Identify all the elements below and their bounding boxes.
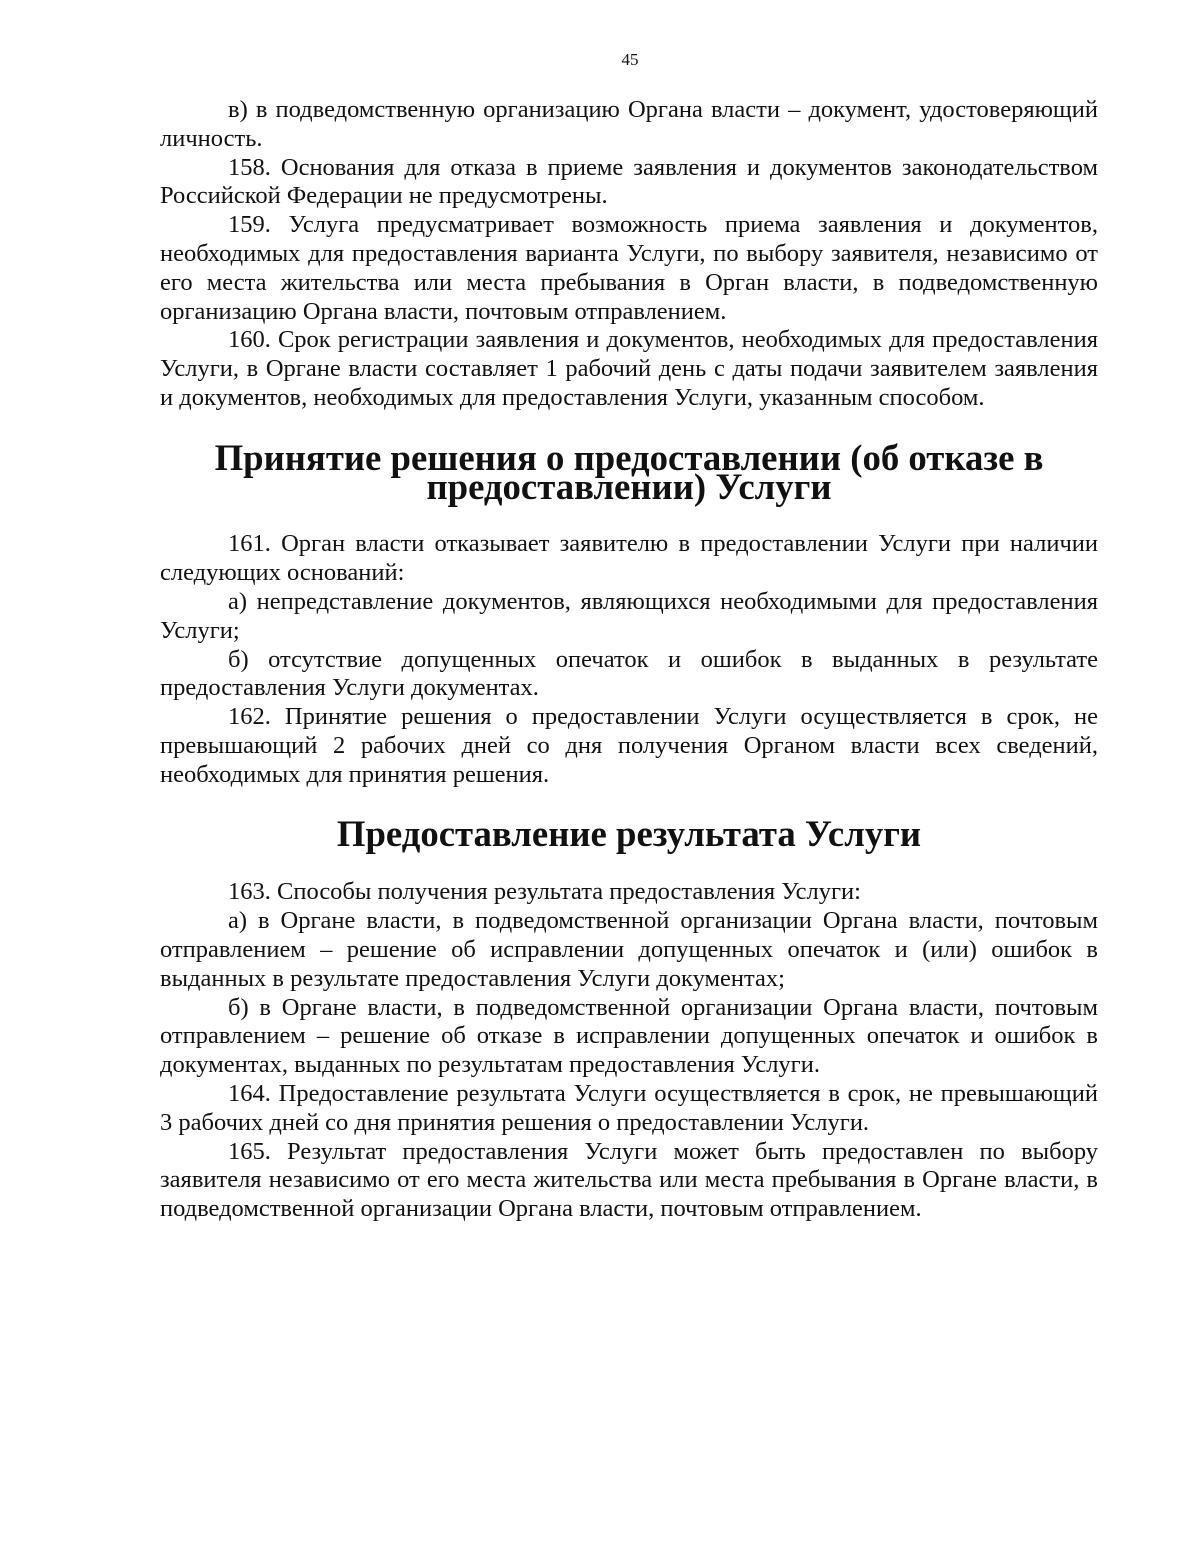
paragraph-163: 163. Способы получения результата предоставления Услуги: xyxy=(228,878,861,906)
paragraph-160: 160. Срок регистрации заявления и документов, необходимых для предоставления Услуги, в Органе власти составляет 1 рабочий день с даты подачи заявителем заявления и документов, необходимых для предоставления Услуги, указанным способом. xyxy=(160,326,1098,411)
paragraph-159: 159. Услуга предусматривает возможность приема заявления и документов, необходимых для предоставления варианта Услуги, по выбору заявителя, независимо от его места жительства или места пребывания в Орган власти, в подведомственную организацию Органа власти, почтовым отправлением. xyxy=(160,211,1098,325)
paragraph-163b: б) в Органе власти, в подведомственной организации Органа власти, почтовым отправлением – решение об отказе в исправлении допущенных опечаток и ошибок в документах, выданных по результатам предоставления Услуги. xyxy=(160,993,1098,1079)
section-heading-result: Предоставление результата Услуги xyxy=(336,812,922,854)
paragraph-163a: а) в Органе власти, в подведомственной организации Органа власти, почтовым отправлением – решение об исправлении допущенных опечаток и (или) ошибок в выданных в результате предоставления Услуги документах; xyxy=(160,907,1098,992)
paragraph-164: 164. Предоставление результата Услуги осуществляется в срок, не превышающий 3 рабочих дней со дня принятия решения о предоставлении Услуги. xyxy=(160,1079,1098,1136)
paragraph-165: 165. Результат предоставления Услуги может быть предоставлен по выбору заявителя независимо от его места жительства или места пребывания в Органе власти, в подведомственной организации Органа власти, почтовым отправлением. xyxy=(160,1137,1098,1223)
paragraph-158: 158. Основания для отказа в приеме заявления и документов законодательством Российской Федерации не предусмотрены. xyxy=(160,153,1098,210)
paragraph-161a: а) непредставление документов, являющихся необходимыми для предоставления Услуги; xyxy=(160,587,1098,644)
section-heading-decision: Принятие решения о предоставлении (об отказе в предоставлении) Услуги xyxy=(214,436,1044,507)
document-body xyxy=(160,96,1098,1224)
paragraph-161: 161. Орган власти отказывает заявителю в предоставлении Услуги при наличии следующих оснований: xyxy=(160,530,1098,587)
paragraph-161b: б) отсутствие допущенных опечаток и ошибок в выданных в результате предоставления Услуги документах. xyxy=(160,645,1098,702)
page-number: 45 xyxy=(621,50,639,69)
paragraph-162: 162. Принятие решения о предоставлении Услуги осуществляется в срок, не превышающий 2 рабочих дней со дня получения Органом власти всех сведений, необходимых для принятия решения. xyxy=(160,703,1098,788)
paragraph-157v: в) в подведомственную организацию Органа власти – документ, удостоверяющий личность. xyxy=(160,96,1098,152)
